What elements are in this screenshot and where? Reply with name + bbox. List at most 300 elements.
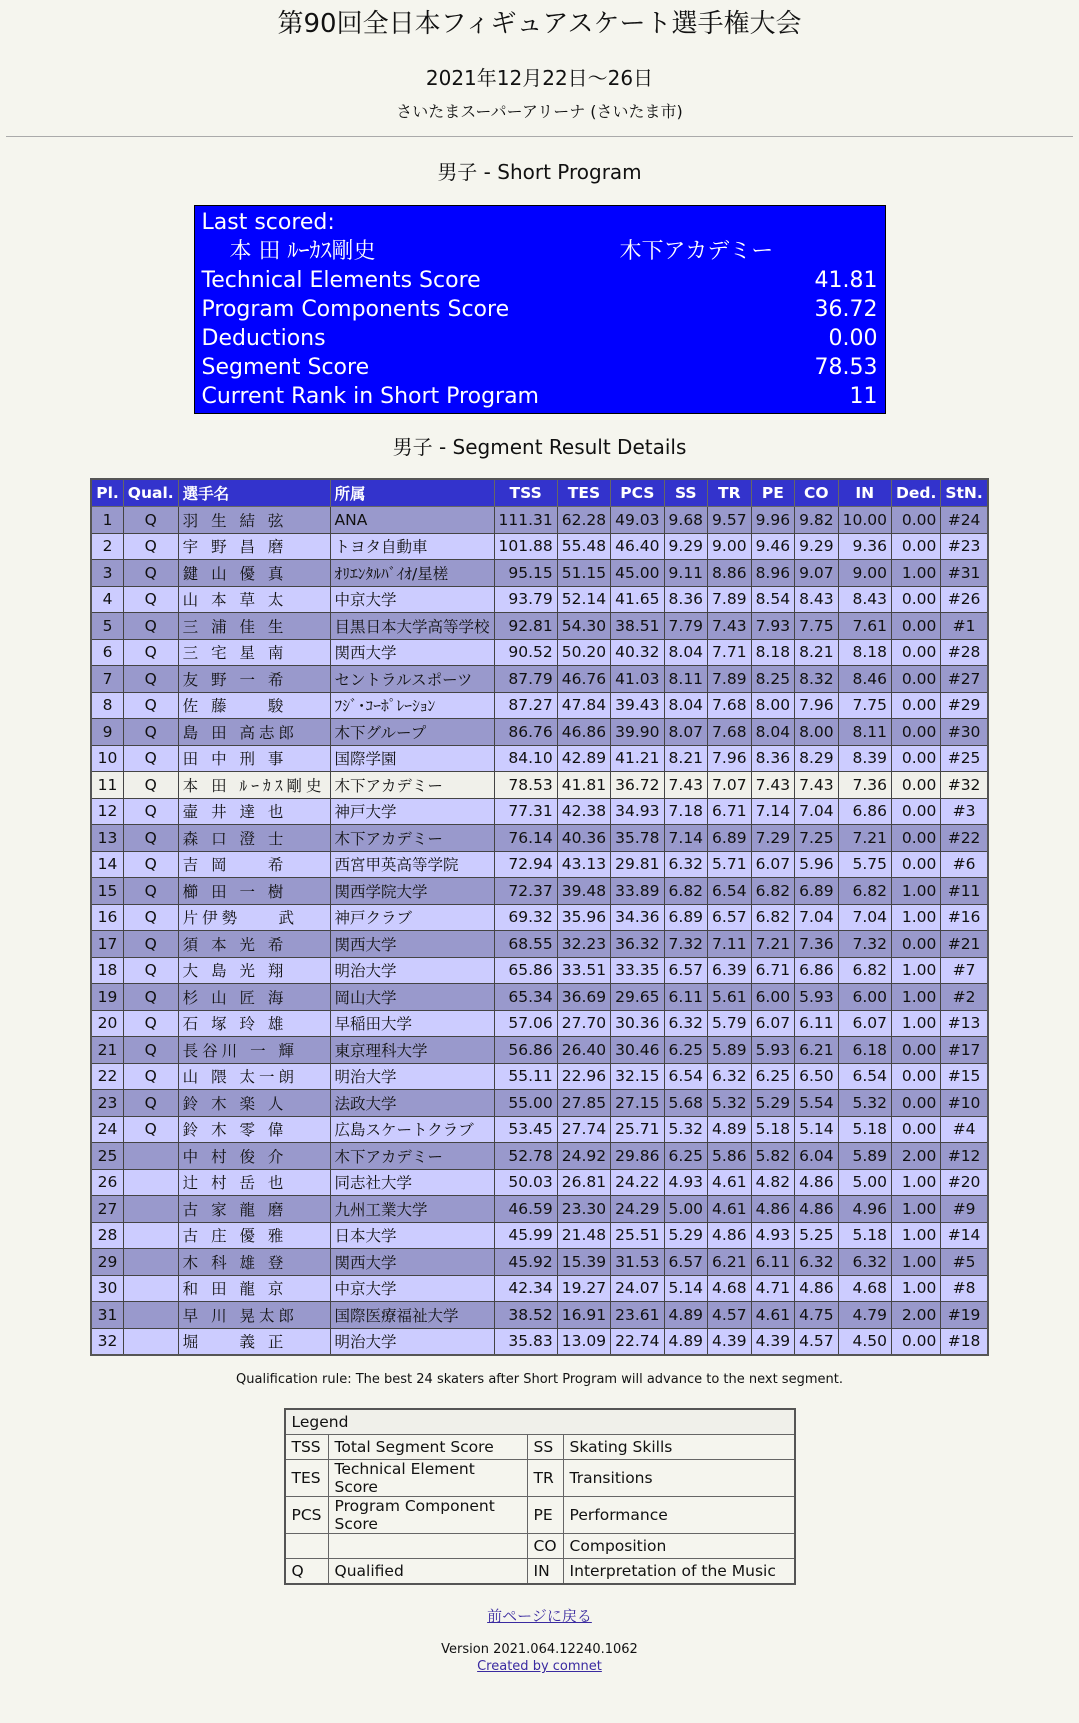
- tr-cell: 4.57: [708, 1302, 752, 1329]
- club-cell: 国際医療福祉大学: [330, 1302, 494, 1329]
- legend-desc: Interpretation of the Music: [563, 1559, 794, 1585]
- start-number-cell: #25: [941, 745, 988, 772]
- pe-cell: 4.39: [751, 1328, 795, 1355]
- pcs-label: Program Components Score: [201, 297, 510, 322]
- place-cell: 21: [91, 1037, 123, 1064]
- pcs-cell: 24.07: [611, 1275, 664, 1302]
- deductions-cell: 0.00: [891, 613, 940, 640]
- co-cell: 4.75: [795, 1302, 839, 1329]
- tes-cell: 32.23: [557, 931, 610, 958]
- pe-cell: 8.04: [751, 719, 795, 746]
- legend-row: [285, 1435, 795, 1460]
- tss-cell: 52.78: [494, 1143, 557, 1170]
- club-cell: ﾌｼﾞ･ｺｰﾎﾟﾚｰｼｮﾝ: [330, 692, 494, 719]
- current-rank-label: Current Rank in Short Program: [201, 384, 539, 409]
- tss-cell: 101.88: [494, 533, 557, 560]
- tr-cell: 7.68: [708, 719, 752, 746]
- co-cell: 4.57: [795, 1328, 839, 1355]
- tr-cell: 6.39: [708, 957, 752, 984]
- pe-cell: 8.18: [751, 639, 795, 666]
- pcs-cell: 29.65: [611, 984, 664, 1011]
- place-cell: 17: [91, 931, 123, 958]
- place-cell: 15: [91, 878, 123, 905]
- co-cell: 6.32: [795, 1249, 839, 1276]
- legend-abbr: SS: [527, 1435, 563, 1460]
- pe-cell: 6.00: [751, 984, 795, 1011]
- skater-name-cell: 鍵 山 優 真: [178, 560, 330, 587]
- club-cell: 広島スケートクラブ: [330, 1116, 494, 1143]
- ss-cell: 8.11: [664, 666, 708, 693]
- column-header: TES: [557, 479, 610, 507]
- qualified-cell: Q: [123, 1116, 178, 1143]
- skater-name-cell: 中 村 俊 介: [178, 1143, 330, 1170]
- ss-cell: 4.89: [664, 1328, 708, 1355]
- ss-cell: 9.11: [664, 560, 708, 587]
- qualified-cell: [123, 1275, 178, 1302]
- pcs-cell: 29.81: [611, 851, 664, 878]
- pe-cell: 5.29: [751, 1090, 795, 1117]
- club-cell: 中京大学: [330, 1275, 494, 1302]
- club-cell: 関西学院大学: [330, 878, 494, 905]
- start-number-cell: #2: [941, 984, 988, 1011]
- in-cell: 9.36: [838, 533, 891, 560]
- skater-name-cell: 羽 生 結 弦: [178, 507, 330, 534]
- tss-cell: 55.00: [494, 1090, 557, 1117]
- start-number-cell: #9: [941, 1196, 988, 1223]
- tss-cell: 65.86: [494, 957, 557, 984]
- pcs-cell: 34.36: [611, 904, 664, 931]
- skater-name-cell: 大 島 光 翔: [178, 957, 330, 984]
- tr-cell: 7.89: [708, 586, 752, 613]
- legend-abbr: TSS: [285, 1435, 329, 1460]
- start-number-cell: #30: [941, 719, 988, 746]
- place-cell: 7: [91, 666, 123, 693]
- tes-cell: 47.84: [557, 692, 610, 719]
- start-number-cell: #17: [941, 1037, 988, 1064]
- column-header: SS: [664, 479, 708, 507]
- tss-cell: 90.52: [494, 639, 557, 666]
- skater-name-cell: 和 田 龍 京: [178, 1275, 330, 1302]
- deductions-cell: 0.00: [891, 1328, 940, 1355]
- place-cell: 29: [91, 1249, 123, 1276]
- start-number-cell: #14: [941, 1222, 988, 1249]
- tr-cell: 4.68: [708, 1275, 752, 1302]
- in-cell: 7.04: [838, 904, 891, 931]
- ss-cell: 8.21: [664, 745, 708, 772]
- club-cell: 関西大学: [330, 639, 494, 666]
- pe-cell: 6.11: [751, 1249, 795, 1276]
- tss-cell: 76.14: [494, 825, 557, 852]
- qualified-cell: Q: [123, 666, 178, 693]
- tss-cell: 69.32: [494, 904, 557, 931]
- table-row: [91, 1222, 988, 1249]
- skater-name-cell: 木 科 雄 登: [178, 1249, 330, 1276]
- club-cell: 木下アカデミー: [330, 1143, 494, 1170]
- pcs-cell: 40.32: [611, 639, 664, 666]
- place-cell: 26: [91, 1169, 123, 1196]
- table-row: [91, 1249, 988, 1276]
- results-header-row: [91, 479, 988, 507]
- co-cell: 6.21: [795, 1037, 839, 1064]
- skater-name-cell: 友 野 一 希: [178, 666, 330, 693]
- legend-desc: Transitions: [563, 1460, 794, 1497]
- start-number-cell: #23: [941, 533, 988, 560]
- club-cell: 明治大学: [330, 1063, 494, 1090]
- deductions-cell: 0.00: [891, 719, 940, 746]
- in-cell: 4.50: [838, 1328, 891, 1355]
- column-header: TR: [708, 479, 752, 507]
- deductions-cell: 1.00: [891, 878, 940, 905]
- ss-cell: 7.18: [664, 798, 708, 825]
- column-header: StN.: [941, 479, 988, 507]
- last-scored-seg-row: [202, 353, 878, 382]
- ss-cell: 5.00: [664, 1196, 708, 1223]
- deductions-cell: 1.00: [891, 984, 940, 1011]
- tss-cell: 53.45: [494, 1116, 557, 1143]
- club-cell: 神戸大学: [330, 798, 494, 825]
- place-cell: 20: [91, 1010, 123, 1037]
- tr-cell: 4.86: [708, 1222, 752, 1249]
- qualified-cell: [123, 1249, 178, 1276]
- legend-desc: [328, 1534, 527, 1559]
- tr-cell: 7.11: [708, 931, 752, 958]
- tss-cell: 72.94: [494, 851, 557, 878]
- pe-cell: 7.43: [751, 772, 795, 799]
- pcs-cell: 33.35: [611, 957, 664, 984]
- table-row: [91, 1196, 988, 1223]
- pcs-cell: 41.03: [611, 666, 664, 693]
- place-cell: 1: [91, 507, 123, 534]
- column-header: Pl.: [91, 479, 123, 507]
- club-cell: 関西大学: [330, 931, 494, 958]
- table-row: [91, 666, 988, 693]
- start-number-cell: #1: [941, 613, 988, 640]
- ss-cell: 5.29: [664, 1222, 708, 1249]
- co-cell: 5.25: [795, 1222, 839, 1249]
- deductions-cell: 0.00: [891, 639, 940, 666]
- co-cell: 8.29: [795, 745, 839, 772]
- table-row: [91, 1063, 988, 1090]
- pe-cell: 6.25: [751, 1063, 795, 1090]
- column-header: PE: [751, 479, 795, 507]
- ss-cell: 6.57: [664, 1249, 708, 1276]
- pe-cell: 4.71: [751, 1275, 795, 1302]
- tes-cell: 54.30: [557, 613, 610, 640]
- skater-name-cell: 片伊勢 武: [178, 904, 330, 931]
- club-cell: 法政大学: [330, 1090, 494, 1117]
- last-scored-ded-row: [202, 324, 878, 353]
- pcs-cell: 39.90: [611, 719, 664, 746]
- legend-row: [285, 1534, 795, 1559]
- legend-abbr: Q: [285, 1559, 329, 1585]
- deductions-cell: 1.00: [891, 1169, 940, 1196]
- tr-cell: 5.79: [708, 1010, 752, 1037]
- tes-cell: 26.40: [557, 1037, 610, 1064]
- pe-cell: 9.96: [751, 507, 795, 534]
- table-row: [91, 957, 988, 984]
- deductions-cell: 0.00: [891, 798, 940, 825]
- co-cell: 5.96: [795, 851, 839, 878]
- club-cell: ANA: [330, 507, 494, 534]
- tes-cell: 24.92: [557, 1143, 610, 1170]
- in-cell: 5.89: [838, 1143, 891, 1170]
- pe-cell: 5.82: [751, 1143, 795, 1170]
- skater-name-cell: 本 田 ﾙｰｶｽ剛史: [178, 772, 330, 799]
- club-cell: 明治大学: [330, 957, 494, 984]
- tr-cell: 5.71: [708, 851, 752, 878]
- pe-cell: 8.96: [751, 560, 795, 587]
- ss-cell: 5.68: [664, 1090, 708, 1117]
- tr-cell: 5.32: [708, 1090, 752, 1117]
- place-cell: 14: [91, 851, 123, 878]
- pcs-cell: 39.43: [611, 692, 664, 719]
- tss-cell: 86.76: [494, 719, 557, 746]
- deductions-cell: 0.00: [891, 1116, 940, 1143]
- qualified-cell: Q: [123, 1063, 178, 1090]
- in-cell: 6.86: [838, 798, 891, 825]
- legend-desc: Composition: [563, 1534, 794, 1559]
- tr-cell: 7.43: [708, 613, 752, 640]
- skater-name-cell: 長谷川 一 輝: [178, 1037, 330, 1064]
- column-header: 所属: [330, 479, 494, 507]
- tss-cell: 92.81: [494, 613, 557, 640]
- tss-cell: 78.53: [494, 772, 557, 799]
- pcs-cell: 41.21: [611, 745, 664, 772]
- in-cell: 8.11: [838, 719, 891, 746]
- in-cell: 6.32: [838, 1249, 891, 1276]
- table-row: [91, 825, 988, 852]
- table-row: [91, 798, 988, 825]
- legend-abbr: PE: [527, 1497, 563, 1534]
- skater-name-cell: 島 田 高志郎: [178, 719, 330, 746]
- start-number-cell: #24: [941, 507, 988, 534]
- pe-cell: 7.29: [751, 825, 795, 852]
- tss-cell: 93.79: [494, 586, 557, 613]
- tes-cell: 51.15: [557, 560, 610, 587]
- place-cell: 27: [91, 1196, 123, 1223]
- back-link[interactable]: 前ページに戻る: [487, 1607, 592, 1625]
- in-cell: 7.32: [838, 931, 891, 958]
- start-number-cell: #19: [941, 1302, 988, 1329]
- qualification-rule: Qualification rule: The best 24 skaters after Short Program will advance to the next segment.: [236, 1372, 843, 1387]
- start-number-cell: #21: [941, 931, 988, 958]
- in-cell: 8.46: [838, 666, 891, 693]
- in-cell: 5.75: [838, 851, 891, 878]
- deductions-cell: 1.00: [891, 1010, 940, 1037]
- tes-cell: 19.27: [557, 1275, 610, 1302]
- pe-cell: 6.82: [751, 904, 795, 931]
- last-scored-name: 本 田 ﾙｰｶｽ剛史: [229, 239, 376, 264]
- tss-cell: 111.31: [494, 507, 557, 534]
- table-row: [91, 639, 988, 666]
- tes-cell: 43.13: [557, 851, 610, 878]
- tes-value: 41.81: [814, 268, 878, 293]
- legend-row: [285, 1559, 795, 1585]
- skater-name-cell: 鈴 木 楽 人: [178, 1090, 330, 1117]
- last-scored-skater-row: [202, 237, 878, 266]
- credit-link[interactable]: Created by comnet: [477, 1659, 602, 1674]
- legend-abbr: PCS: [285, 1497, 329, 1534]
- place-cell: 30: [91, 1275, 123, 1302]
- legend-desc: Program Component Score: [328, 1497, 527, 1534]
- tss-cell: 42.34: [494, 1275, 557, 1302]
- qualified-cell: Q: [123, 772, 178, 799]
- column-header: Ded.: [891, 479, 940, 507]
- deductions-cell: 0.00: [891, 1063, 940, 1090]
- deductions-cell: 0.00: [891, 586, 940, 613]
- club-cell: 日本大学: [330, 1222, 494, 1249]
- column-header: IN: [838, 479, 891, 507]
- legend-row: [285, 1460, 795, 1497]
- club-cell: トヨタ自動車: [330, 533, 494, 560]
- start-number-cell: #3: [941, 798, 988, 825]
- pe-cell: 5.18: [751, 1116, 795, 1143]
- qualified-cell: Q: [123, 957, 178, 984]
- pcs-cell: 22.74: [611, 1328, 664, 1355]
- tss-cell: 87.27: [494, 692, 557, 719]
- in-cell: 5.18: [838, 1222, 891, 1249]
- tes-cell: 15.39: [557, 1249, 610, 1276]
- ss-cell: 9.29: [664, 533, 708, 560]
- start-number-cell: #28: [941, 639, 988, 666]
- tss-cell: 68.55: [494, 931, 557, 958]
- qualified-cell: Q: [123, 1090, 178, 1117]
- skater-name-cell: 田 中 刑 事: [178, 745, 330, 772]
- event-dates: 2021年12月22日〜26日: [425, 66, 654, 90]
- place-cell: 23: [91, 1090, 123, 1117]
- legend-desc: Skating Skills: [563, 1435, 794, 1460]
- page-title: 第90回全日本フィギュアスケート選手権大会: [277, 9, 802, 39]
- pe-cell: 9.46: [751, 533, 795, 560]
- place-cell: 8: [91, 692, 123, 719]
- table-row: [91, 851, 988, 878]
- skater-name-cell: 山 隈 太一朗: [178, 1063, 330, 1090]
- in-cell: 7.21: [838, 825, 891, 852]
- co-cell: 9.29: [795, 533, 839, 560]
- segment-score-label: Segment Score: [201, 355, 370, 380]
- co-cell: 4.86: [795, 1169, 839, 1196]
- segment-heading: 男子 - Short Program: [437, 160, 642, 184]
- table-row: [91, 560, 988, 587]
- skater-name-cell: 杉 山 匠 海: [178, 984, 330, 1011]
- tr-cell: 4.61: [708, 1169, 752, 1196]
- co-cell: 7.96: [795, 692, 839, 719]
- in-cell: 6.82: [838, 957, 891, 984]
- tes-cell: 55.48: [557, 533, 610, 560]
- deductions-cell: 2.00: [891, 1143, 940, 1170]
- skater-name-cell: 古 家 龍 磨: [178, 1196, 330, 1223]
- pcs-cell: 23.61: [611, 1302, 664, 1329]
- results-body: [91, 507, 988, 1356]
- in-cell: 5.18: [838, 1116, 891, 1143]
- club-cell: 国際学園: [330, 745, 494, 772]
- legend-desc: Qualified: [328, 1559, 527, 1585]
- deductions-cell: 0.00: [891, 666, 940, 693]
- skater-name-cell: 壷 井 達 也: [178, 798, 330, 825]
- table-row: [91, 772, 988, 799]
- tes-cell: 50.20: [557, 639, 610, 666]
- tr-cell: 4.89: [708, 1116, 752, 1143]
- deductions-cell: 0.00: [891, 851, 940, 878]
- co-cell: 7.43: [795, 772, 839, 799]
- tss-cell: 72.37: [494, 878, 557, 905]
- co-cell: 8.43: [795, 586, 839, 613]
- place-cell: 24: [91, 1116, 123, 1143]
- deductions-cell: 0.00: [891, 772, 940, 799]
- table-row: [91, 1275, 988, 1302]
- table-row: [91, 1169, 988, 1196]
- pcs-cell: 24.22: [611, 1169, 664, 1196]
- event-venue: さいたまスーパーアリーナ (さいたま市): [396, 102, 683, 121]
- last-scored-title: Last scored:: [201, 210, 335, 235]
- qualified-cell: [123, 1143, 178, 1170]
- table-row: [91, 1010, 988, 1037]
- pcs-cell: 25.51: [611, 1222, 664, 1249]
- co-cell: 8.21: [795, 639, 839, 666]
- start-number-cell: #7: [941, 957, 988, 984]
- club-cell: 中京大学: [330, 586, 494, 613]
- skater-name-cell: 古 庄 優 雅: [178, 1222, 330, 1249]
- legend-abbr: [285, 1534, 329, 1559]
- place-cell: 12: [91, 798, 123, 825]
- co-cell: 8.32: [795, 666, 839, 693]
- tes-cell: 36.69: [557, 984, 610, 1011]
- last-scored-tes-row: [202, 266, 878, 295]
- tss-cell: 65.34: [494, 984, 557, 1011]
- table-row: [91, 1037, 988, 1064]
- skater-name-cell: 三 浦 佳 生: [178, 613, 330, 640]
- tr-cell: 6.54: [708, 878, 752, 905]
- pcs-cell: 33.89: [611, 878, 664, 905]
- start-number-cell: #31: [941, 560, 988, 587]
- place-cell: 32: [91, 1328, 123, 1355]
- back-link-wrap: [0, 1605, 1079, 1627]
- tss-cell: 46.59: [494, 1196, 557, 1223]
- skater-name-cell: 森 口 澄 士: [178, 825, 330, 852]
- pe-cell: 4.82: [751, 1169, 795, 1196]
- tss-cell: 87.79: [494, 666, 557, 693]
- co-cell: 5.14: [795, 1116, 839, 1143]
- in-cell: 6.07: [838, 1010, 891, 1037]
- column-header: 選手名: [178, 479, 330, 507]
- deductions-cell: 1.00: [891, 1196, 940, 1223]
- co-cell: 7.04: [795, 798, 839, 825]
- pcs-value: 36.72: [814, 297, 878, 322]
- column-header: PCS: [611, 479, 664, 507]
- club-cell: 東京理科大学: [330, 1037, 494, 1064]
- place-cell: 9: [91, 719, 123, 746]
- ss-cell: 4.93: [664, 1169, 708, 1196]
- place-cell: 3: [91, 560, 123, 587]
- ss-cell: 5.14: [664, 1275, 708, 1302]
- deductions-label: Deductions: [201, 326, 326, 351]
- pe-cell: 8.25: [751, 666, 795, 693]
- skater-name-cell: 堀 義 正: [178, 1328, 330, 1355]
- start-number-cell: #8: [941, 1275, 988, 1302]
- in-cell: 7.75: [838, 692, 891, 719]
- tr-cell: 5.89: [708, 1037, 752, 1064]
- tes-cell: 42.38: [557, 798, 610, 825]
- start-number-cell: #18: [941, 1328, 988, 1355]
- tr-cell: 9.00: [708, 533, 752, 560]
- deductions-cell: 1.00: [891, 1222, 940, 1249]
- start-number-cell: #4: [941, 1116, 988, 1143]
- tss-cell: 45.99: [494, 1222, 557, 1249]
- in-cell: 8.39: [838, 745, 891, 772]
- place-cell: 13: [91, 825, 123, 852]
- qualified-cell: Q: [123, 931, 178, 958]
- qualified-cell: [123, 1196, 178, 1223]
